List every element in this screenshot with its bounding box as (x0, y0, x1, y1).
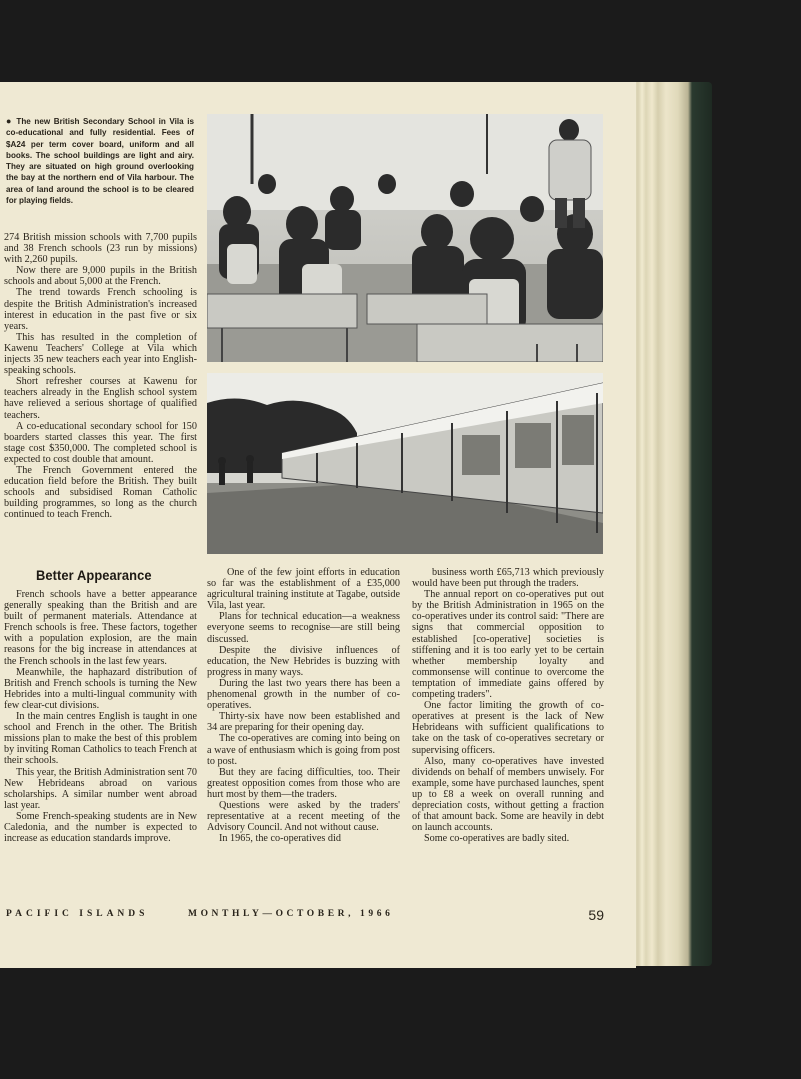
issue-date: MONTHLY—OCTOBER, 1966 (188, 909, 394, 919)
paragraph: Now there are 9,000 pupils in the British schools and about 5,000 at the French. (4, 265, 197, 288)
caption-text: The new British Secondary School in Vila is co-educational and fully residential. Fees of $A24 per term cover board, uniform and all books. The school buildings are light and airy. They are situated on high ground overlooking the bay at the northern end of Vila harbour. The area of land around the school is to be cleared for playing fields. (6, 117, 194, 206)
paragraph: 274 British mission schools with 7,700 pupils and 38 French schools (23 run by missions) with 2,260 pupils. (4, 232, 197, 266)
paragraph: Also, many co-operatives have invested dividends on behalf of members unwisely. For example, some have purchased launches, spent up to £8 a week on overall running and depreciation costs, without getting a fraction of that amount back. Some are heavily in debt on launch accounts. (412, 755, 604, 834)
publication-name: PACIFIC ISLANDS (6, 909, 149, 919)
school-building-photo-image (207, 373, 603, 554)
paragraph: Meanwhile, the haphazard distribution of British and French schools is turning the New Hebrides into a multi-lingual community with few clear-cut divisions. (4, 666, 197, 711)
paragraph: Some French-speaking students are in New Caledonia, and the number is expected to increase as education standards improve. (4, 810, 197, 845)
article-column-top-left (4, 232, 197, 520)
article-column-2 (207, 567, 400, 844)
school-building-photo (207, 373, 603, 554)
photo-caption (6, 116, 194, 206)
paragraph: Thirty-six have now been established and 34 are preparing for their opening day. (207, 711, 400, 734)
paragraph: During the last two years there has been a phenomenal growth in the number of co-operatives. (207, 677, 400, 712)
paragraph: One of the few joint efforts in education so far was the establishment of a £35,000 agricultural training institute at Tagabe, outside Vila, last year. (207, 567, 400, 612)
classroom-photo (207, 114, 603, 362)
magazine-page (0, 82, 636, 968)
paragraph: Plans for technical education—a weakness everyone seems to recognise—are still being discussed. (207, 611, 400, 645)
page-number: 59 (588, 907, 604, 923)
paragraph: A co-educational secondary school for 150 boarders started classes this year. The first stage cost $350,000. The completed school is expected to cost double that amount. (4, 420, 197, 465)
paragraph: This year, the British Administration sent 70 New Hebrideans abroad on various scholarships. A similar number went abroad last year. (4, 766, 197, 811)
page-footer (6, 907, 606, 925)
paragraph: In 1965, the co-operatives did (219, 833, 341, 845)
classroom-photo-image (207, 114, 603, 362)
article-column-1 (4, 567, 197, 844)
paragraph: Some co-operatives are badly sited. (424, 833, 570, 845)
article-column-3 (412, 567, 604, 844)
paragraph: One factor limiting the growth of co-operatives at present is the lack of New Hebrideans with sufficient qualifications to take on the task of co-operatives secretary or supervising officers. (412, 700, 604, 756)
bullet-icon: ● (6, 116, 13, 126)
paragraph: This has resulted in the completion of Kawenu Teachers' College at Vila which injects 35 new teachers each year into English-speaking schools. (4, 331, 197, 377)
paragraph: The French Government entered the education field before the British. They built schools and subsidised Roman Catholic building programmes, so long as the church continued to teach French. (4, 464, 197, 521)
paragraph: French schools have a better appearance generally speaking than the British and are built of permanent materials. Attendance at French schools is free. These factors, together with a population explosion, are the main reasons for the big increase in attendances at the French schools in the last few years. (4, 589, 197, 667)
paragraph: Short refresher courses at Kawenu for teachers already in the English school system have relieved a serious shortage of qualified teachers. (4, 376, 197, 421)
paragraph: business worth £65,713 which previously would have been put through the traders. (412, 567, 604, 590)
paragraph: The trend towards French schooling is despite the British Administration's increased interest in education in the past five or six years. (4, 287, 197, 332)
book-page-edges (632, 82, 712, 966)
paragraph: But they are facing difficulties, too. Their greatest opposition comes from those who are hurt most by them—the traders. (207, 766, 400, 800)
paragraph: Despite the divisive influences of education, the New Hebrides is buzzing with progress in many ways. (207, 644, 400, 678)
paragraph: Questions were asked by the traders' representative at a recent meeting of the Advisory Council. And not without cause. (207, 799, 400, 834)
paragraph: The co-operatives are coming into being on a wave of enthusiasm which is going from post to post. (207, 733, 400, 767)
paragraph: In the main centres English is taught in one school and French in the other. The British missions plan to make the best of this problem by inviting Roman Catholics to teach French at their schools. (4, 711, 197, 767)
section-heading: Better Appearance (36, 567, 152, 583)
paragraph: The annual report on co-operatives put out by the British Administration in 1965 on the co-operatives under its control said: "There are signs that commercial opposition to established [co-operative] societies is stiffening and it is too early yet to be certain whether membership loyalty and commonsense will continue to overcome the temptation of immediate gains offered by competing traders". (412, 589, 604, 701)
